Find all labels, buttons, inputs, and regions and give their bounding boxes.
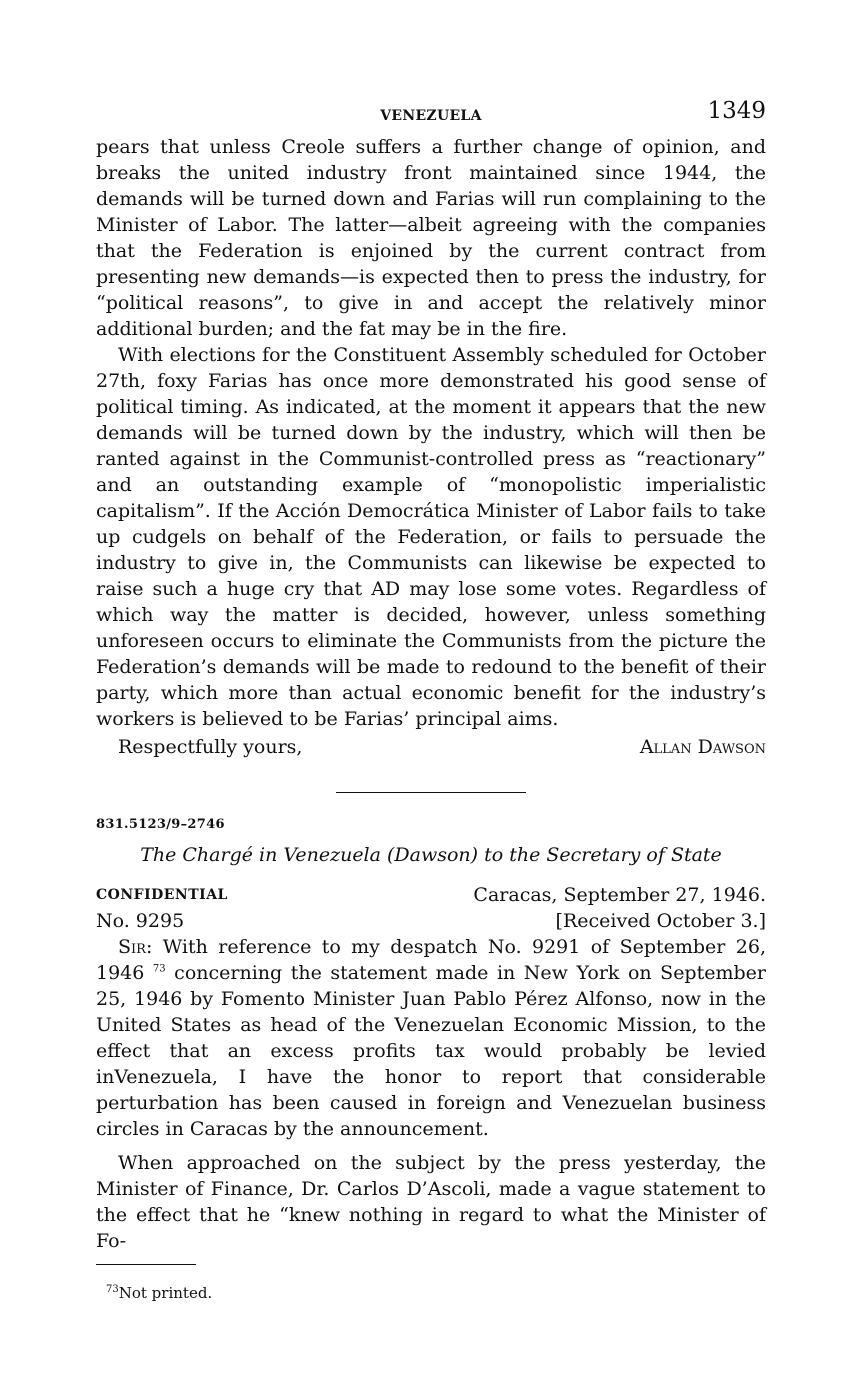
continued-paragraph: pears that unless Creole suffers a further change of opinion, and breaks the united industry front maintained since 1944, the demands will be turned down and Farias will run complaining to the Minister of Labor. The latter—albeit agreeing with the companies that the Federation is enjoined by the current contract from presenting new demands—is expected then to press the industry, for “political reasons”, to give in and accept the relatively minor additional burden; and the fat may be in the fire. [96,136,766,340]
footnote-rule [96,1264,196,1265]
footnote [96,1283,766,1303]
classification-row [96,882,766,908]
signer-name: Allan Dawson [639,736,766,758]
file-number: 831.5123/9–2746 [96,817,225,832]
footnote-number: 73 [106,1284,119,1295]
classification: CONFIDENTIAL [96,887,228,903]
letter-paragraph-2: When approached on the subject by the press yesterday, the Minister of Finance, Dr. Carlos D’Ascoli, made a vague statement to the effect that he “knew nothing in regard to what the Minister of Fo- [96,1152,766,1252]
despatch-number: No. 9295 [96,910,185,932]
letter-paragraph [96,934,766,1142]
page [96,98,766,1303]
number-row [96,908,766,934]
place-date: Caracas, September 27, 1946. [473,884,766,906]
running-head [96,98,766,134]
signoff [96,734,766,760]
footnote-text: Not printed. [118,1284,213,1302]
page-number: 1349 [707,98,766,124]
running-head-title: VENEZUELA [380,108,482,124]
closing: Respectfully yours, [118,736,303,758]
received-date: [Received October 3.] [555,910,766,932]
letter-text-part2: concerning the statement made in New York on September 25, 1946 by Fomento Minister Juan Pablo Pérez Alfonso, now in the United States as head of the Venezuelan Economic Mission, to the effect that an excess profits tax would probably be levied inVenezuela, I have the honor to report that considerable perturbation has been caused in foreign and Venezuelan business circles in Caracas by the announcement. [96,962,766,1140]
document-title: The Chargé in Venezuela (Dawson) to the Secretary of State [140,844,722,866]
salutation: Sir [118,936,146,958]
section-divider [336,792,526,793]
letter-text-part1: : With reference to my despatch No. 9291 of September 26, 1946 [96,936,766,984]
body-paragraph: With elections for the Constituent Assembly scheduled for October 27th, foxy Farias has once more demonstrated his good sense of political timing. As indicated, at the moment it appears that the new demands will be turned down by the industry, which will then be ranted against in the Communist-controlled press as “reactionary” and an outstanding example of “monopolistic imperialistic capitalism”. If the Acción Democrática Minister of Labor fails to take up cudgels on behalf of the Federation, or fails to persuade the industry to give in, the Communists can likewise be expected to raise such a huge cry that AD may lose some votes. Regardless of which way the matter is decided, however, unless something unforeseen occurs to eliminate the Communists from the picture the Federation’s demands will be made to redound to the benefit of their party, which more than actual economic benefit for the industry’s workers is believed to be Farias’ principal aims. [96,344,766,730]
footnote-reference: 73 [152,963,166,975]
